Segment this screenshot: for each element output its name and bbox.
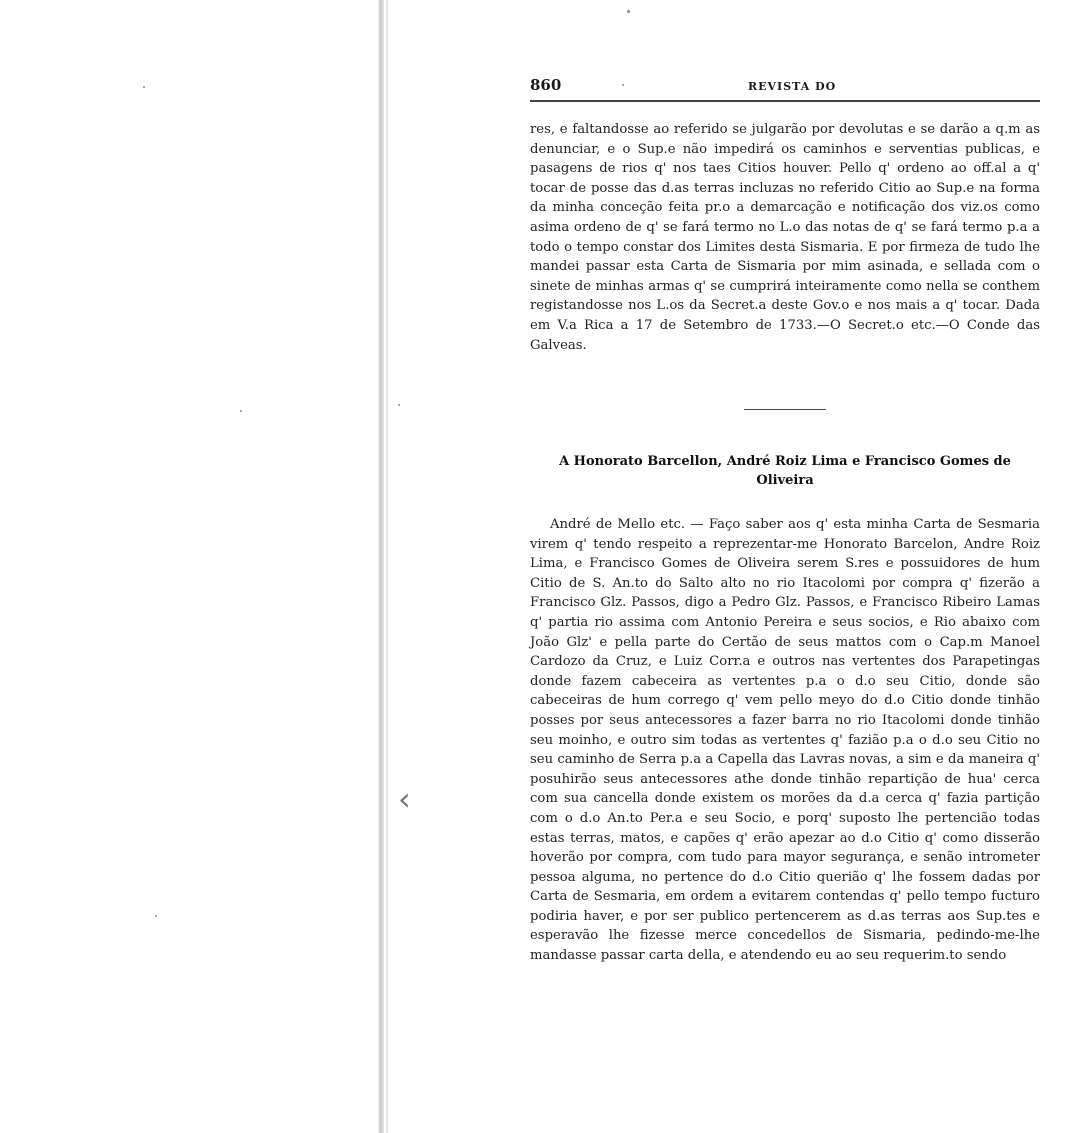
running-title: REVISTA DO [748,80,837,93]
scan-speck [240,410,242,412]
margin-pencil-mark: ‹ [398,780,411,818]
body-paragraph-1 [530,120,1040,355]
body-paragraph-2 [530,515,1040,966]
scan-speck [155,915,157,917]
book-gutter-shadow [386,0,388,1133]
header-rule [530,100,1040,102]
scan-speck [627,10,630,13]
paragraph-text: res, e faltandosse ao referido se julgarão por devolutas e se darão a q.m as denunciar, e o Sup.e não impedirá os caminhos e serventias publicas, e pasagens de rios q' nos taes Citios houver. Pello q' ordeno ao off.al a q' tocar de posse das d.as terras incluzas no referido Citio ao Sup.e na forma da minha conceção feita pr.o a demarcação e notificação dos viz.os como asima ordeno de q' se fará termo no L.o das notas de q' se fará termo p.a a todo o tempo constar dos Limites desta Sismaria. E por firmeza de tudo lhe mandei passar esta Carta de Sismaria por mim asinada, e sellada com o sinete de minhas armas q' se cumprirá inteiramente como nella se conthem registandosse nos L.os da Secret.a deste Gov.o e nos mais a q' tocar. Dada em V.a Rica a 17 de Setembro de 1733.—O Secret.o etc.—O Conde das Galveas. [530,122,1040,353]
scan-speck [398,404,400,406]
page-number: 860 [530,76,562,94]
page-header [530,76,1040,98]
section-separator [744,409,826,410]
book-gutter [378,0,384,1133]
paragraph-text: André de Mello etc. — Faço saber aos q' esta minha Carta de Sesmaria virem q' tendo respeito a reprezentar-me Honorato Barcelon, Andre Roiz Lima, e Francisco Gomes de Oliveira serem S.res e possuidores de hum Citio de S. An.to do Salto alto no rio Itacolomi por compra q' fizerão a Francisco Glz. Passos, digo a Pedro Glz. Passos, e Francisco Ribeiro Lamas q' partia rio assima com Antonio Pereira e seus socios, e Rio abaixo com João Glz' e pella parte do Certão de seus mattos com o Cap.m Manoel Cardozo da Cruz, e Luiz Corr.a e outros nas vertentes dos Parapetingas donde fazem cabeceira as vertentes p.a o d.o seu Citio, donde são cabeceiras de hum corrego q' vem pello meyo do d.o Citio donde tinhão posses por seus antecessores a fazer barra no rio Itacolomi donde tinhão seu moinho, e outro sim todas as vertentes q' fazião p.a o d.o seu Citio no seu caminho de Serra p.a a Capella das Lavras novas, a sim e da maneira q' posuhirão seus antecessores athe donde tinhão repartição de hua' cerca com sua cancella donde existem os morões da d.a cerca q' fazia partição com o d.o An.to Per.a e seu Socio, e porq' suposto lhe pertencião todas estas terras, matos, e capões q' erão apezar ao d.o Citio q' como disserão hoverão por compra, com tudo para mayor segurança, e senão intrometer pessoa alguma, no pertence do d.o Citio querião q' lhe fossem dadas por Carta de Sesmaria, em ordem a evitarem contendas q' pello tempo fucturo podiria haver, e por ser publico pertencerem as d.as terras aos Sup.tes e esperavão lhe fizesse merce concedellos de Sismaria, pedindo-me-lhe mandasse passar carta della, e atendendo eu ao seu requerim.to sendo [530,517,1040,964]
scan-speck [143,86,145,88]
section-title: A Honorato Barcellon, André Roiz Lima e Francisco Gomes de Oliveira [559,454,1011,488]
